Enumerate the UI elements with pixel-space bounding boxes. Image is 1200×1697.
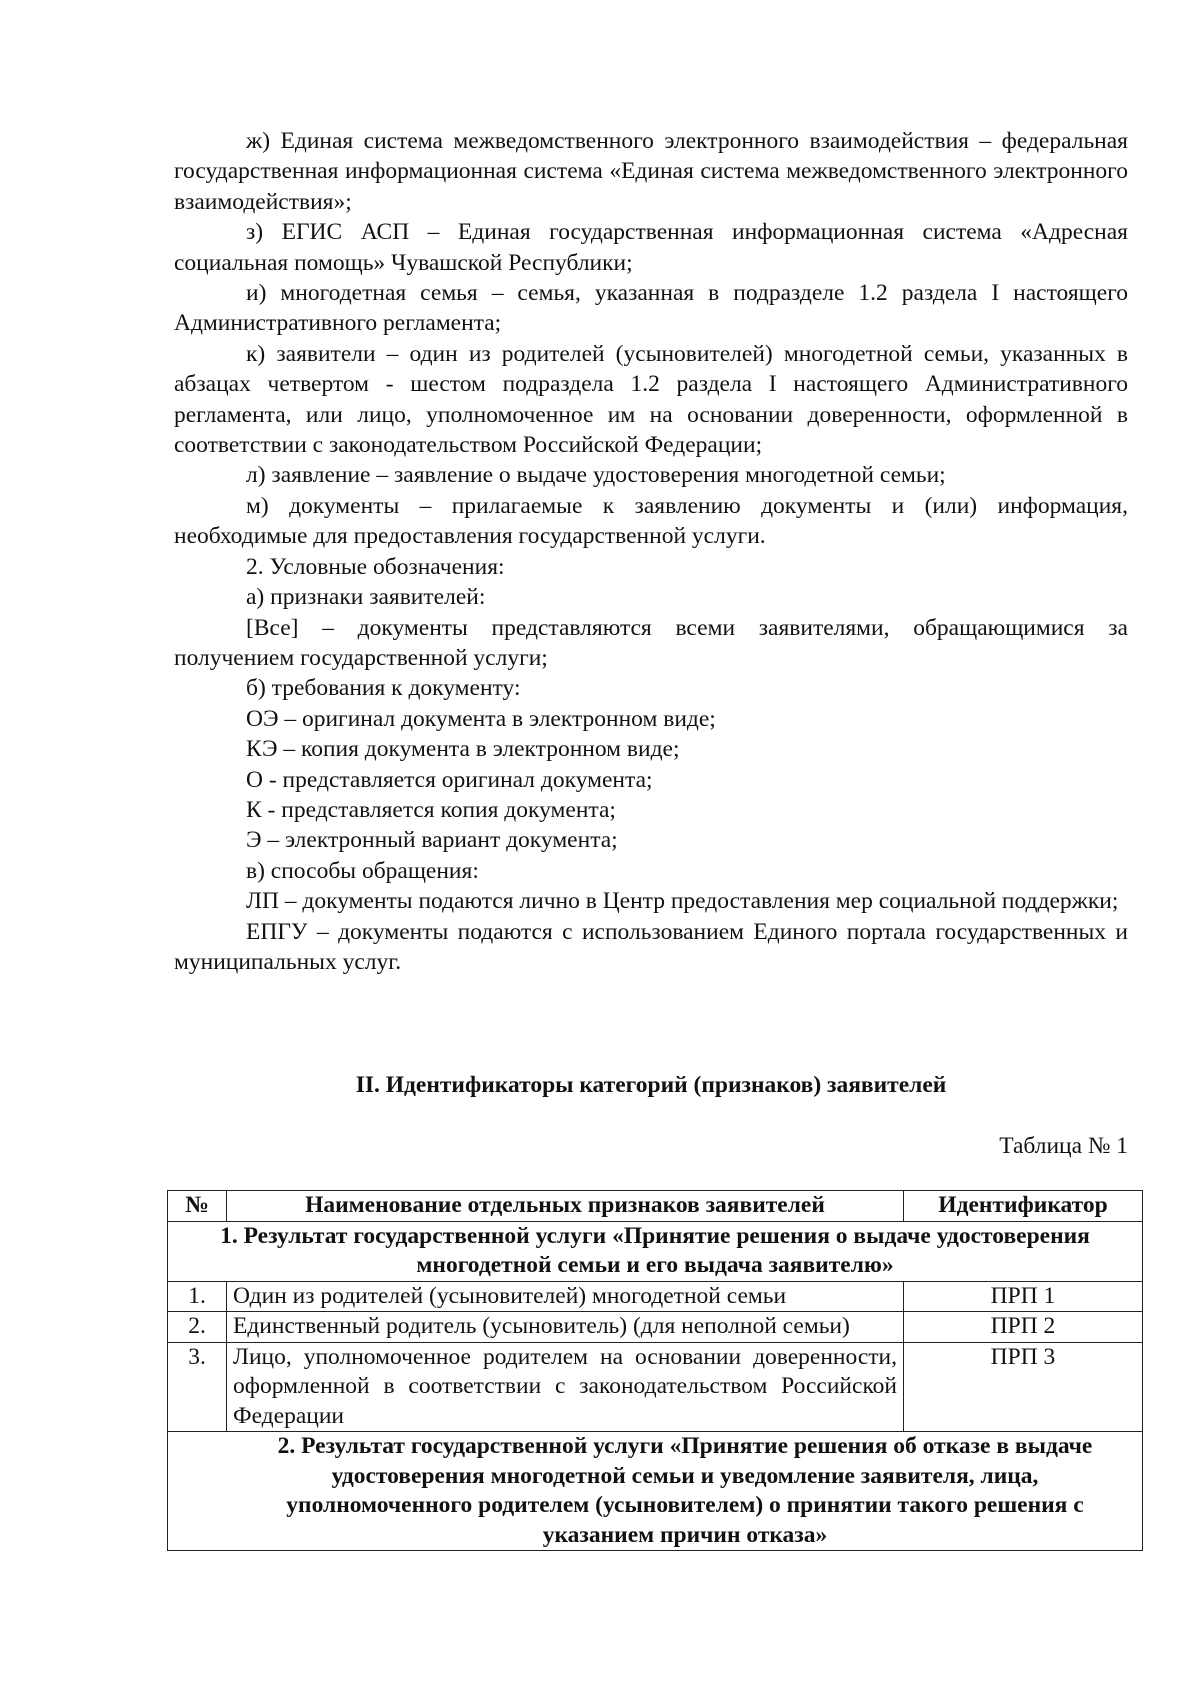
table-header-row (168, 1191, 1143, 1222)
table-group-row (168, 1432, 1143, 1551)
paragraph-m: м) документы – прилагаемые к заявлению документы и (или) информация, необходимые для предоставления государственной услуги. (174, 492, 1128, 550)
paragraph-k-copy: К - представляется копия документа; (246, 796, 616, 823)
paragraph-legend-v: в) способы обращения: (246, 857, 479, 884)
paragraph-e: Э – электронный вариант документа; (246, 827, 618, 854)
row-id: ПРП 1 (904, 1281, 1143, 1312)
paragraph-oe: ОЭ – оригинал документа в электронном виде; (246, 705, 716, 732)
table-row (168, 1281, 1143, 1312)
paragraph-l: л) заявление – заявление о выдаче удостоверения многодетной семьи; (246, 462, 946, 489)
paragraph-o: О - представляется оригинал документа; (246, 766, 653, 793)
table-row (168, 1312, 1143, 1343)
header-num: № (168, 1191, 227, 1222)
table-caption: Таблица № 1 (999, 1133, 1128, 1159)
row-name: Единственный родитель (усыновитель) (для неполной семьи) (227, 1312, 904, 1343)
paragraph-epgu: ЕПГУ – документы подаются с использованием Единого портала государственных и муниципальных услуг. (174, 918, 1128, 975)
group-title: 1. Результат государственной услуги «Принятие решения о выдаче удостоверения многодетной семьи и его выдача заявителю» (168, 1221, 1143, 1281)
table-group-row (168, 1221, 1143, 1281)
definitions-text (174, 126, 1128, 977)
row-name: Один из родителей (усыновителей) многодетной семьи (227, 1281, 904, 1312)
table-row (168, 1342, 1143, 1432)
paragraph-i: и) многодетная семья – семья, указанная в подразделе 1.2 раздела I настоящего Административного регламента; (174, 280, 1128, 337)
row-id: ПРП 2 (904, 1312, 1143, 1343)
header-name: Наименование отдельных признаков заявителей (227, 1191, 904, 1222)
paragraph-k: к) заявители – один из родителей (усыновителей) многодетной семьи, указанных в абзацах четвертом - шестом подраздела 1.2 раздела I настоящего Административного регламента, или лицо, уполномоченное им на основании доверенности, оформленной в соответствии с законодательством Российской Федерации; (174, 340, 1128, 459)
paragraph-ke: КЭ – копия документа в электронном виде; (246, 736, 680, 763)
paragraph-legend-b: б) требования к документу: (246, 675, 521, 702)
paragraph-legend-a: а) признаки заявителей: (246, 584, 486, 611)
row-id: ПРП 3 (904, 1342, 1143, 1432)
row-name: Лицо, уполномоченное родителем на основании доверенности, оформленной в соответствии с законодательством Российской Федерации (227, 1342, 904, 1432)
row-num: 2. (168, 1312, 227, 1343)
paragraph-z: з) ЕГИС АСП – Единая государственная информационная система «Адресная социальная помощь» Чувашской Республики; (174, 219, 1128, 276)
section-heading: II. Идентификаторы категорий (признаков) заявителей (355, 1072, 947, 1098)
header-id: Идентификатор (904, 1191, 1143, 1222)
paragraph-lp: ЛП – документы подаются лично в Центр предоставления мер социальной поддержки; (246, 888, 1119, 915)
paragraph-legend-title: 2. Условные обозначения: (246, 553, 505, 580)
row-num: 3. (168, 1342, 227, 1432)
applicant-identifiers-table (167, 1190, 1143, 1551)
paragraph-zh: ж) Единая система межведомственного электронного взаимодействия – федеральная государственная информационная система «Единая система межведомственного электронного взаимодействия»; (174, 128, 1128, 215)
group-title: 2. Результат государственной услуги «Принятие решения об отказе в выдаче удостоверения многодетной семьи и уведомление заявителя, лица, уполномоченного родителем (усыновителем) о принятии такого решения с указанием причин отказа» (168, 1432, 1143, 1551)
paragraph-all: [Все] – документы представляются всеми заявителями, обращающимися за получением государственной услуги; (174, 614, 1128, 671)
row-num: 1. (168, 1281, 227, 1312)
